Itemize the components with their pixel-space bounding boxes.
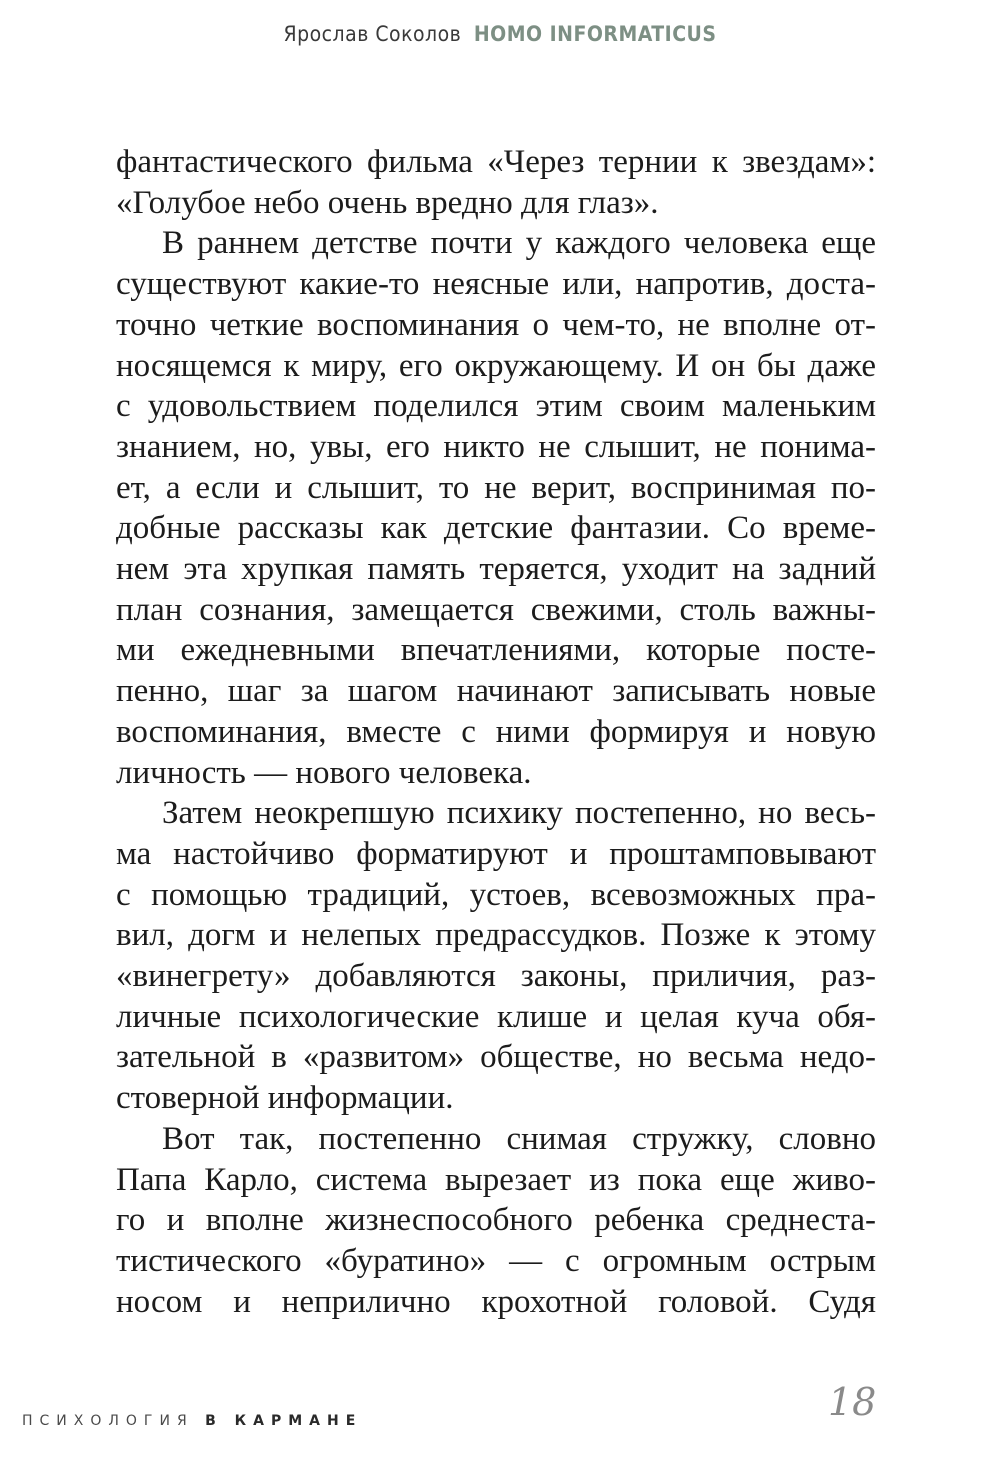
text-line: вил, догм и нелепых предрассудков. Позже к этому (116, 917, 876, 954)
paragraph-2 (116, 223, 876, 793)
text-line: план сознания, замещается свежими, столь важны- (116, 591, 876, 628)
text-line: знанием, но, увы, его никто не слышит, не понима- (116, 428, 876, 465)
text-line: стоверной информации. (116, 1080, 454, 1117)
page-body (116, 142, 876, 1322)
series-title-part1: ПСИХОЛОГИЯ (22, 1413, 194, 1429)
running-head-book-title: HOMO INFORMATICUS (473, 22, 717, 46)
paragraph-4 (116, 1119, 876, 1323)
text-line: личность — нового человека. (116, 754, 532, 791)
running-head-author: Ярослав Соколов (283, 22, 462, 46)
page-number: 18 (828, 1380, 877, 1424)
text-line: существуют какие-то неясные или, напротив, доста- (116, 266, 876, 303)
text-line: зательной в «развитом» обществе, но весьма недо- (116, 1039, 876, 1076)
text-line: Затем неокрепшую психику постепенно, но весь- (162, 795, 876, 832)
running-head (0, 22, 1000, 46)
text-line: с удовольствием поделился этим своим маленьким (116, 388, 876, 425)
text-line: «Голубое небо очень вредно для глаз». (116, 184, 659, 221)
text-line: «винегрету» добавляются законы, приличия, раз- (116, 958, 876, 995)
text-line: с помощью традиций, устоев, всевозможных пра- (116, 876, 876, 913)
text-line: воспоминания, вместе с ними формируя и новую (116, 713, 876, 750)
text-line: фантастического фильма «Через тернии к звездам»: (116, 144, 876, 180)
text-line: носящемся к миру, его окружающему. И он бы даже (116, 347, 876, 384)
text-line: ми ежедневными впечатлениями, которые посте- (116, 632, 876, 669)
text-line: тистического «буратино» — с огромным острым (116, 1242, 876, 1279)
series-title (22, 1413, 362, 1429)
text-line: Вот так, постепенно снимая стружку, словно (162, 1120, 876, 1157)
text-line: нем эта хрупкая память теряется, уходит на задний (116, 551, 876, 588)
text-line: ма настойчиво форматируют и проштамповывают (116, 835, 876, 872)
text-line: го и вполне жизнеспособного ребенка среднеста- (116, 1202, 876, 1239)
paragraph-3 (116, 793, 876, 1119)
text-line: носом и неприлично крохотной головой. Судя (116, 1283, 876, 1320)
paragraph-1 (116, 142, 876, 223)
text-line: ет, а если и слышит, то не верит, воспринимая по- (116, 469, 876, 506)
text-line: точно четкие воспоминания о чем-то, не вполне от- (116, 306, 876, 343)
text-line: Папа Карло, система вырезает из пока еще живо- (116, 1161, 876, 1198)
text-line: пенно, шаг за шагом начинают записывать новые (116, 673, 876, 710)
text-line: личные психологические клише и целая куча обя- (116, 998, 876, 1035)
text-line: В раннем детстве почти у каждого человека еще (162, 225, 876, 262)
text-line: добные рассказы как детские фантазии. Со време- (116, 510, 876, 547)
series-title-part2: В КАРМАНЕ (205, 1413, 363, 1429)
